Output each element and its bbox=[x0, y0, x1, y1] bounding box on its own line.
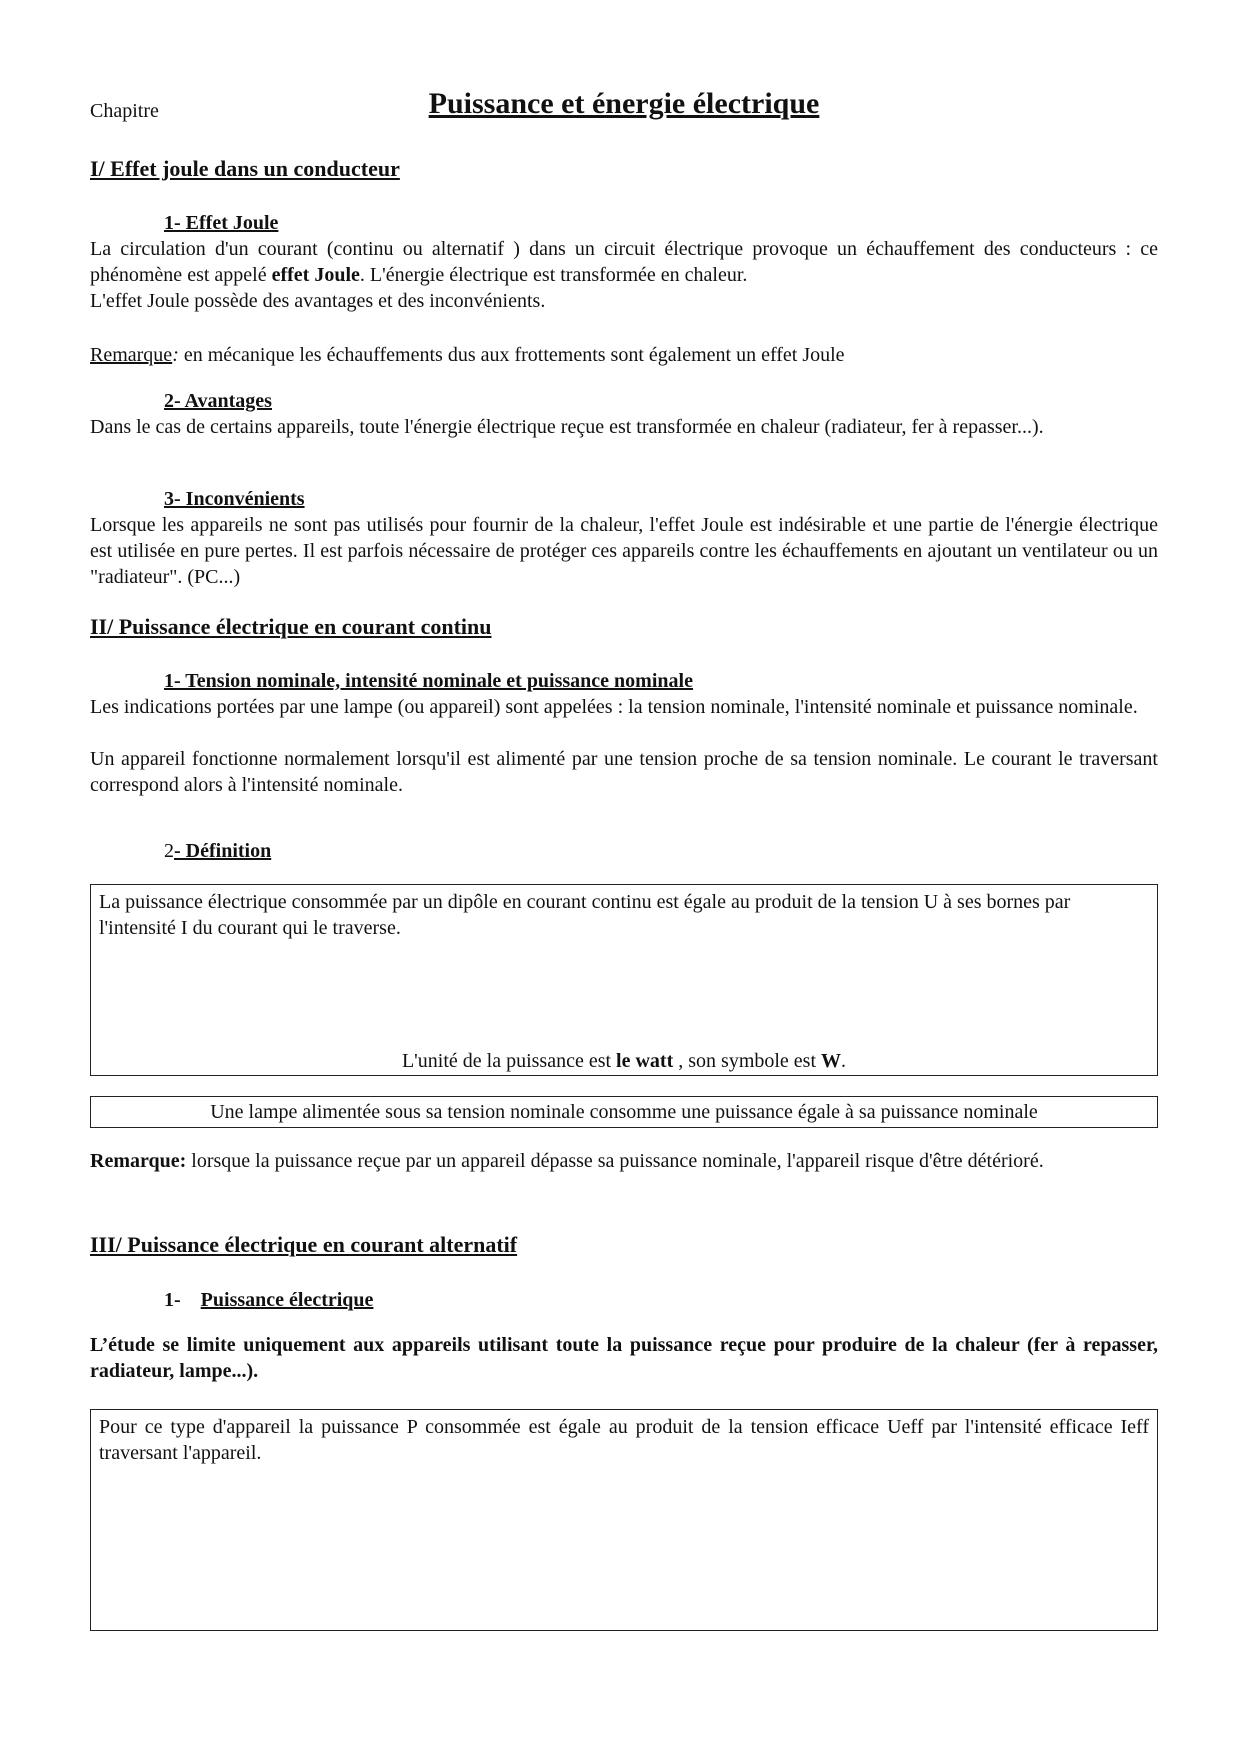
alternating-power-box bbox=[90, 1409, 1158, 1631]
effet-joule-remark bbox=[90, 342, 1158, 368]
remark-colon: : bbox=[172, 344, 179, 366]
section-1-heading: I/ Effet joule dans un conducteur bbox=[90, 156, 400, 181]
subsection-definition-title bbox=[164, 838, 271, 864]
section-2-remark bbox=[90, 1148, 1158, 1174]
puissance-title-text: Puissance électrique bbox=[200, 1289, 374, 1311]
definition-title-text: - Définition bbox=[174, 840, 272, 862]
section-3-intro: L’étude se limite uniquement aux appareils utilisant toute la puissance reçue pour produire de la chaleur (fer à repasser, radiateur, lampe...). bbox=[90, 1334, 1158, 1382]
section-2-remark-label: Remarque: bbox=[90, 1150, 187, 1172]
section-2-remark-text: lorsque la puissance reçue par un appareil dépasse sa puissance nominale, l'appareil risque d'être détérioré. bbox=[186, 1150, 1044, 1172]
nominale-paragraph-1: Les indications portées par une lampe (ou appareil) sont appelées : la tension nominale, l'intensité nominale et puissance nominale. bbox=[90, 696, 1138, 718]
chapter-label: Chapitre bbox=[90, 100, 159, 122]
inconvenients-paragraph: Lorsque les appareils ne sont pas utilisés pour fournir de la chaleur, l'effet Joule est indésirable et une partie de l'énergie électrique est utilisée en pure pertes. Il est parfois nécessaire de protéger ces appareils contre les échauffements en ajoutant un ventilateur ou un "radiateur". (PC...) bbox=[90, 514, 1158, 588]
section-2-heading: II/ Puissance électrique en courant continu bbox=[90, 614, 492, 639]
puissance-title-number: 1- bbox=[164, 1289, 181, 1311]
effet-joule-paragraph-2: L'effet Joule possède des avantages et des inconvénients. bbox=[90, 290, 546, 312]
effet-joule-text-post: . L'énergie électrique est transformée en chaleur. bbox=[359, 264, 748, 286]
lamp-box bbox=[90, 1096, 1158, 1128]
lamp-box-text: Une lampe alimentée sous sa tension nominale consomme une puissance égale à sa puissance nominale bbox=[210, 1101, 1038, 1123]
nominale-paragraph-2: Un appareil fonctionne normalement lorsqu'il est alimenté par une tension proche de sa tension nominale. Le courant le traversant correspond alors à l'intensité nominale. bbox=[90, 748, 1158, 796]
remark-text: en mécanique les échauffements dus aux frottements sont également un effet Joule bbox=[178, 344, 845, 366]
unit-text-mid: , son symbole est bbox=[673, 1050, 822, 1072]
definition-title-number: 2 bbox=[164, 840, 174, 862]
definition-unit-line bbox=[91, 1048, 1157, 1074]
page-title: Puissance et énergie électrique bbox=[428, 87, 820, 120]
effet-joule-term: effet Joule bbox=[271, 264, 360, 286]
effet-joule-paragraph bbox=[90, 236, 1158, 288]
definition-box bbox=[90, 884, 1158, 1076]
effet-joule-text-pre: La circulation d'un courant (continu ou alternatif ) dans un circuit électrique provoque un échauffement des conducteurs : ce phénomène est appelé bbox=[90, 238, 1158, 286]
unit-symbol: W bbox=[821, 1050, 842, 1072]
definition-text: La puissance électrique consommée par un dipôle en courant continu est égale au produit de la tension U à ses bornes par l'intensité I du courant qui le traverse. bbox=[99, 891, 1071, 939]
section-3-heading: III/ Puissance électrique en courant alternatif bbox=[90, 1232, 518, 1257]
subsection-effet-joule-title: 1- Effet Joule bbox=[164, 212, 279, 234]
unit-text-pre: L'unité de la puissance est bbox=[401, 1050, 617, 1072]
unit-text-end: . bbox=[841, 1050, 847, 1072]
avantages-paragraph: Dans le cas de certains appareils, toute l'énergie électrique reçue est transformée en chaleur (radiateur, fer à repasser...). bbox=[90, 416, 1044, 438]
subsection-inconvenients-title: 3- Inconvénients bbox=[164, 488, 305, 510]
subsection-nominale-title: 1- Tension nominale, intensité nominale et puissance nominale bbox=[164, 670, 693, 692]
subsection-puissance-title bbox=[164, 1287, 373, 1313]
alternating-power-text: Pour ce type d'appareil la puissance P consommée est égale au produit de la tension efficace Ueff par l'intensité efficace Ieff traversant l'appareil. bbox=[99, 1416, 1149, 1464]
remark-label: Remarque bbox=[90, 344, 173, 366]
subsection-avantages-title: 2- Avantages bbox=[164, 390, 272, 412]
unit-name: le watt bbox=[616, 1050, 674, 1072]
